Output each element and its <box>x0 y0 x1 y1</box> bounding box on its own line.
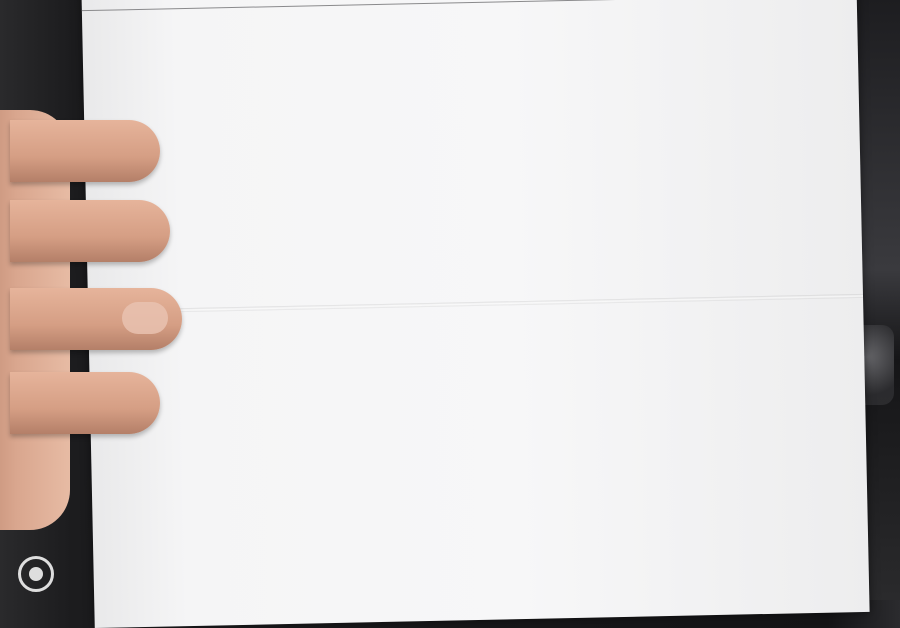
finger <box>10 288 182 350</box>
spec-sheet <box>81 0 869 628</box>
finger <box>10 372 160 434</box>
paper-fold <box>88 294 863 314</box>
thumbnail <box>122 302 168 334</box>
finger <box>10 200 170 262</box>
holding-hand <box>0 110 150 530</box>
watermark <box>18 556 62 592</box>
finger <box>10 120 160 182</box>
mobilox-logo-icon <box>18 556 54 592</box>
spec-row-partial <box>81 0 856 11</box>
